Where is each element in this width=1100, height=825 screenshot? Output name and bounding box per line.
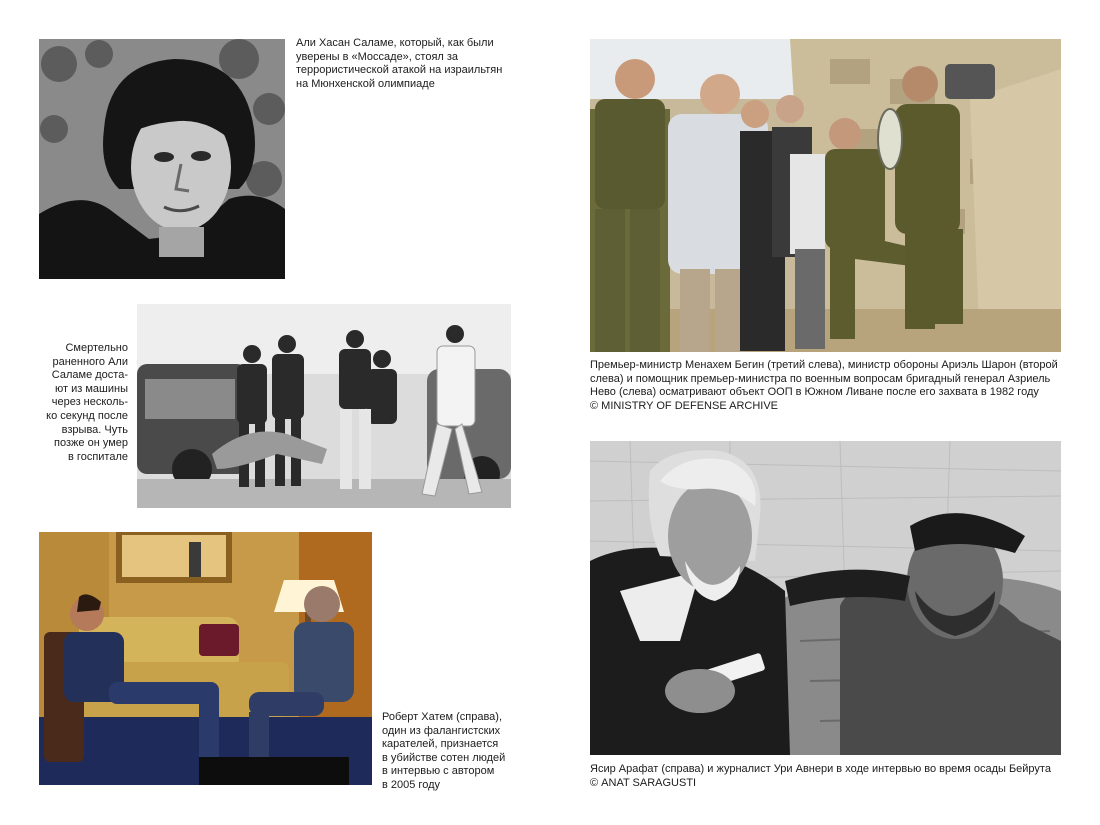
caption-begin-sharon: Премьер-министр Менахем Бегин (третий слева), министр обороны Ариэль Шарон (второй слева) и помощник премьер-министра по военным вопросам бригадный генерал Азриель Нево (слева) осматривают объект ООП в Южном Ливане после его захвата в 1982 году © MINISTRY OF DEFENSE ARCHIVE [590, 359, 1058, 412]
caption-hatem-interview: Роберт Хатем (справа), один из фалангистских карателей, признается в убийстве сотен людей в интервью с автором в 2005 году [382, 711, 506, 791]
photo-begin-sharon [590, 39, 1061, 352]
photo-salameh-portrait [39, 39, 285, 279]
photo-hatem-interview [39, 532, 372, 785]
caption-arafat-avneri: Ясир Арафат (справа) и журналист Ури Авнери в ходе интервью во время осады Бейрута © ANAT SARAGUSTI [590, 763, 1051, 789]
caption-salameh-portrait: Али Хасан Саламе, который, как были уверены в «Моссаде», стоял за террористической атакой на израильтян на Мюнхенской олимпиаде [296, 37, 503, 90]
photo-explosion-scene [137, 304, 511, 508]
photo-arafat-avneri [590, 441, 1061, 755]
caption-explosion-scene: Смертельно раненного Али Саламе доста- ют из машины через несколь- ко секунд после взрыва. Чуть позже он умер в госпитале [46, 342, 128, 463]
